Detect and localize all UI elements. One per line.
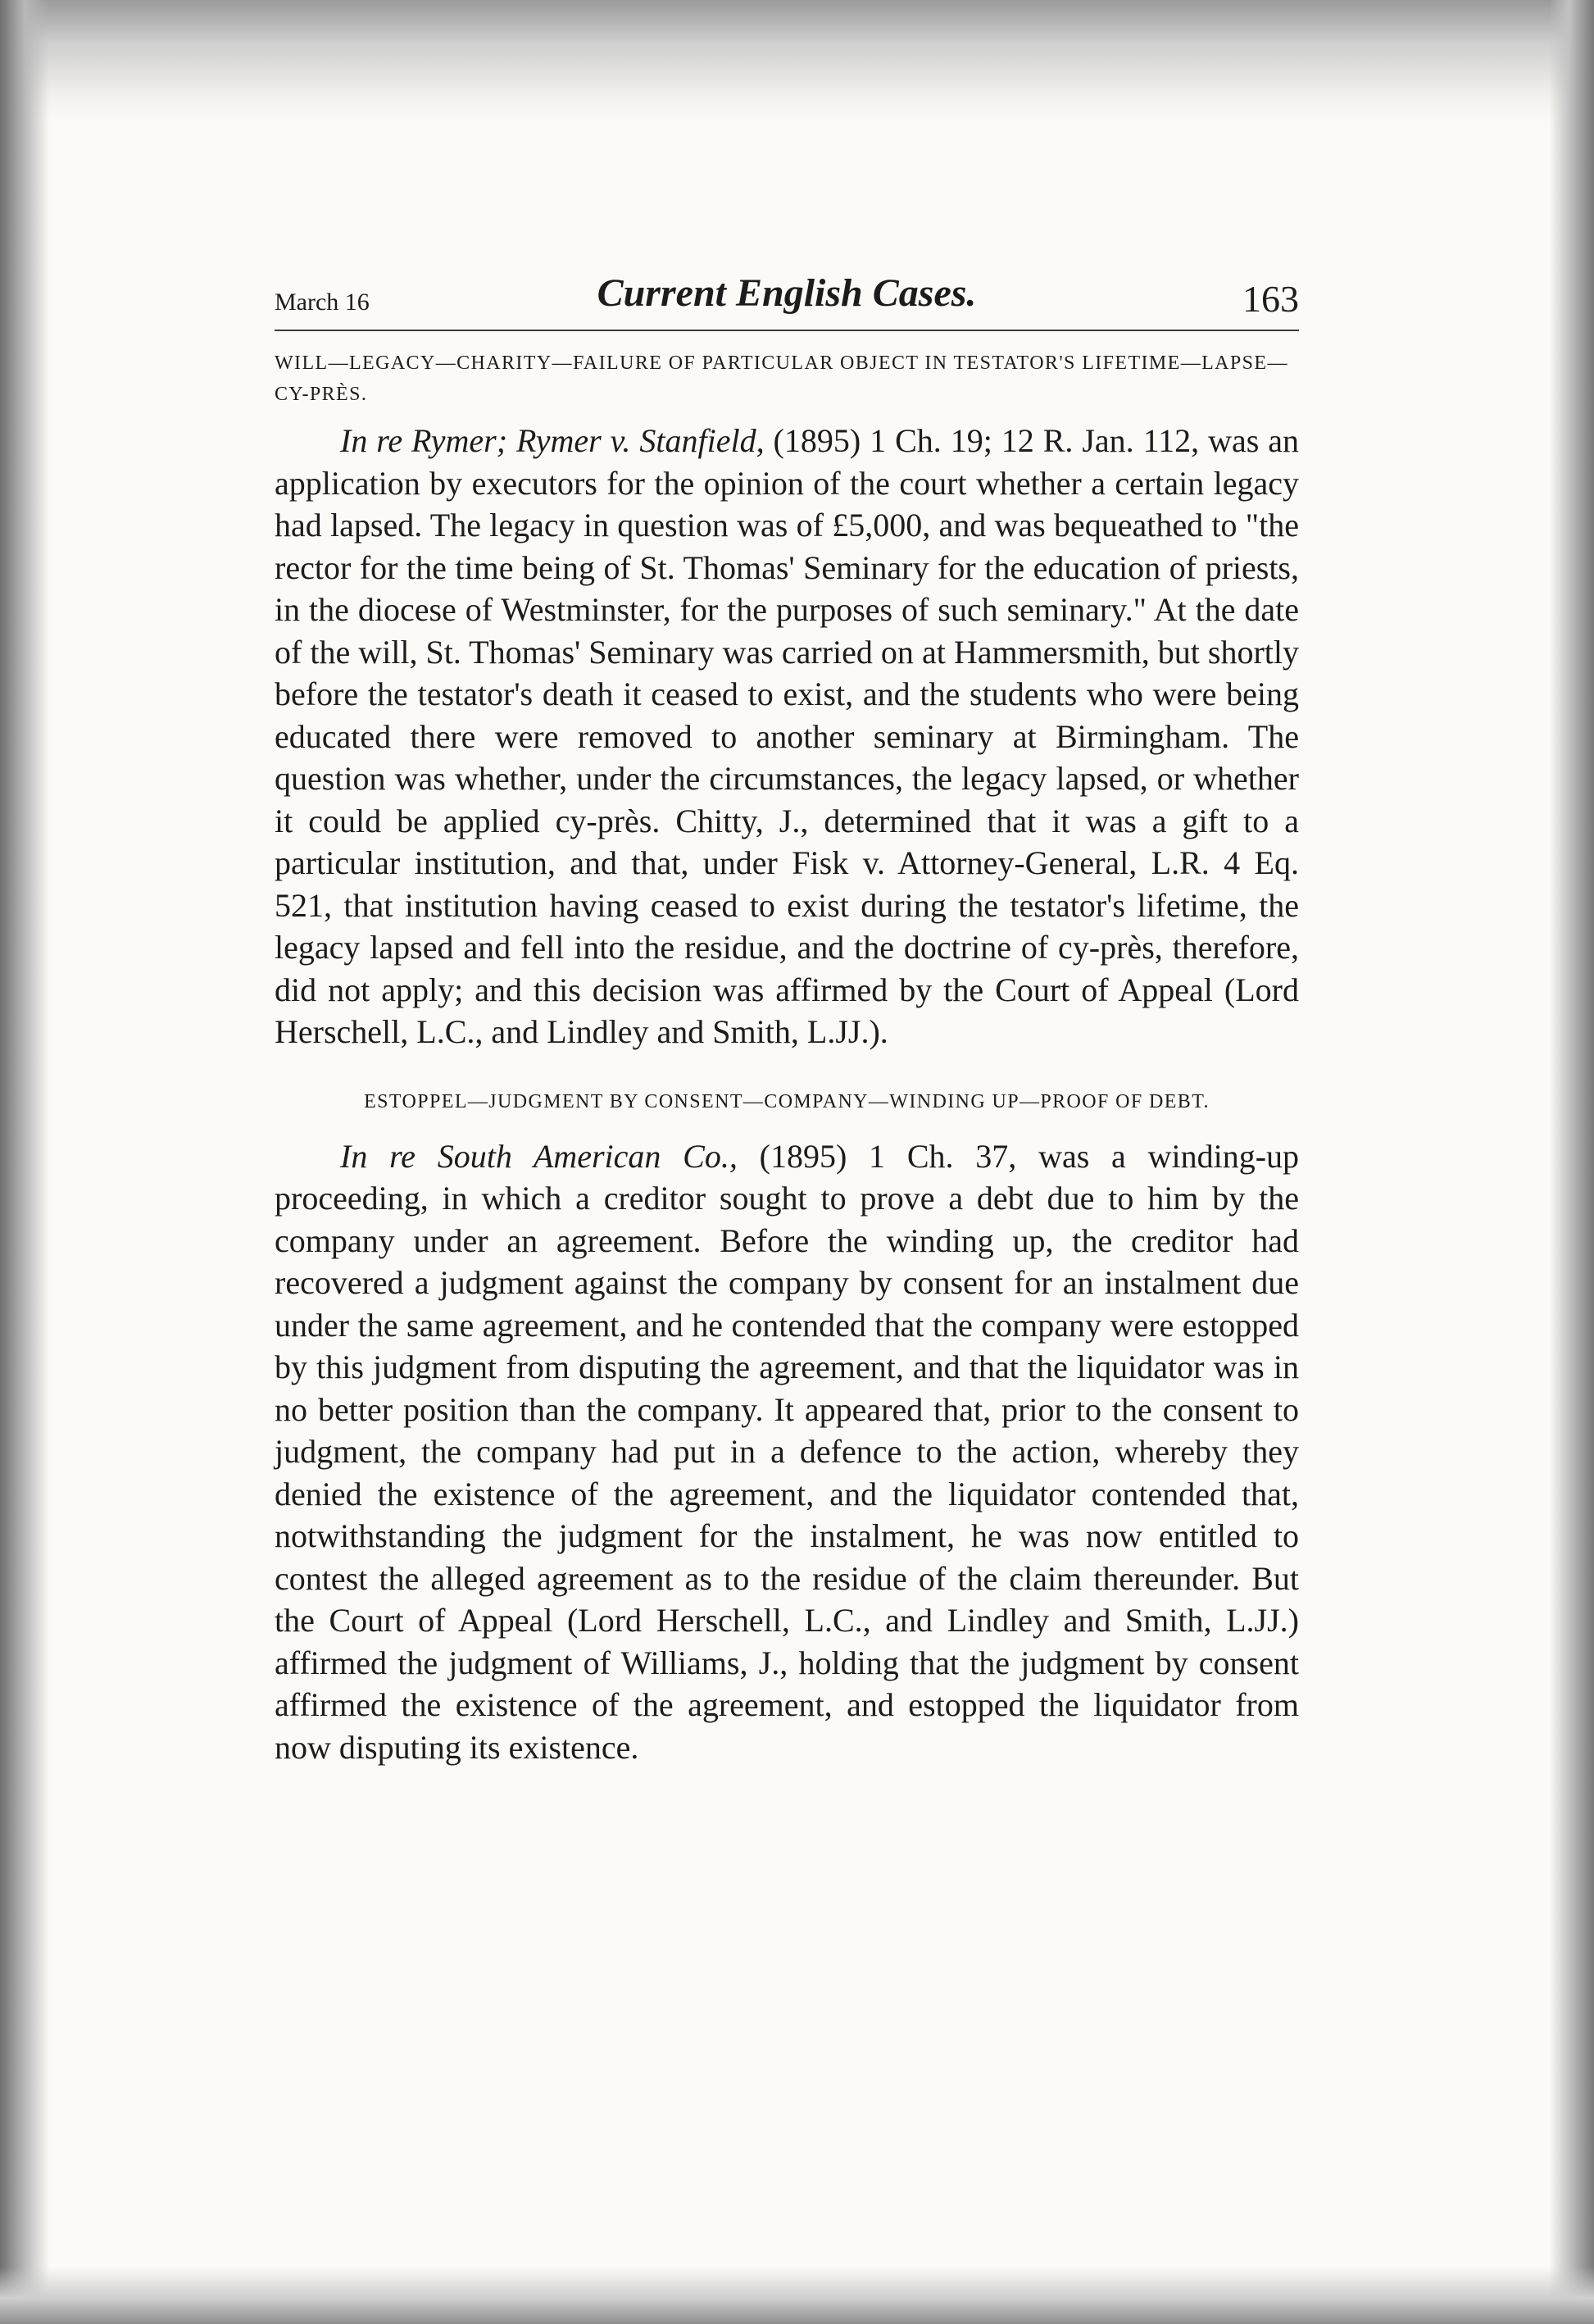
- case-body: [275, 1135, 1299, 1769]
- case-name: In re South American Co.,: [340, 1137, 738, 1175]
- scan-edge-left: [0, 0, 49, 2324]
- case-body: [275, 420, 1299, 1053]
- issue-date: March 16: [275, 289, 370, 316]
- running-head: [275, 271, 1299, 328]
- journal-section-title: Current English Cases.: [597, 271, 977, 315]
- case-heading: ESTOPPEL—JUDGMENT BY CONSENT—COMPANY—WINDING UP—PROOF OF DEBT.: [364, 1090, 1210, 1112]
- case-entry-rymer: [275, 348, 1299, 1053]
- scan-edge-bottom: [0, 2267, 1594, 2324]
- scan-edge-right: [1549, 0, 1594, 2324]
- case-citation: (1895) 1 Ch. 19; 12 R. Jan. 112,: [773, 422, 1200, 459]
- page-number: 163: [1242, 278, 1299, 320]
- case-text: was an application by executors for the opinion of the court whether a certain legacy had lapsed. The legacy in question was of £5,000, and was bequeathed to "the rector for the time being of St. Thomas' Seminary for the education of priests, in the diocese of Westminster, for the purposes of such seminary." At the date of the will, St. Thomas' Seminary was carried on at Hammersmith, but shortly before the testator's death it ceased to exist, and the students who were being educated there were removed to another seminary at Birmingham. The question was whether, under the circumstances, the legacy lapsed, or whether it could be applied cy-près. Chitty, J., determined that it was a gift to a particular institution, and that, under Fisk v. Attorney-General, L.R. 4 Eq. 521, that institution having ceased to exist during the testator's lifetime, the legacy lapsed and fell into the residue, and the doctrine of cy-près, therefore, did not apply; and this decision was affirmed by the Court of Appeal (Lord Herschell, L.C., and Lindley and Smith, L.JJ.).: [275, 422, 1300, 1050]
- case-citation: (1895) 1 Ch. 37,: [759, 1137, 1017, 1175]
- case-heading: WILL—LEGACY—CHARITY—FAILURE OF PARTICULAR OBJECT IN TESTATOR'S LIFETIME—LAPSE—CY-PRÈS.: [275, 352, 1288, 405]
- scan-edge-top: [0, 0, 1594, 123]
- case-name: In re Rymer; Rymer v. Stanfield,: [340, 422, 765, 459]
- header-rule: [275, 330, 1299, 331]
- case-text: was a winding-up proceeding, in which a creditor sought to prove a debt due to him by the company under an agreement. Before the winding up, the creditor had recovered a judgment against the company by consent for an instalment due under the same agreement, and he contended that the company were estopped by this judgment from disputing the agreement, and that the liquidator was in no better position than the company. It appeared that, prior to the consent to judgment, the company had put in a defence to the action, whereby they denied the existence of the agreement, and the liquidator contended that, notwithstanding the judgment for the instalment, he was now entitled to contest the alleged agreement as to the residue of the claim thereunder. But the Court of Appeal (Lord Herschell, L.C., and Lindley and Smith, L.JJ.) affirmed the judgment of Williams, J., holding that the judgment by consent affirmed the existence of the agreement, and estopped the liquidator from now disputing its existence.: [275, 1137, 1300, 1766]
- journal-page: [275, 271, 1299, 1768]
- case-entry-south-american: [275, 1086, 1299, 1769]
